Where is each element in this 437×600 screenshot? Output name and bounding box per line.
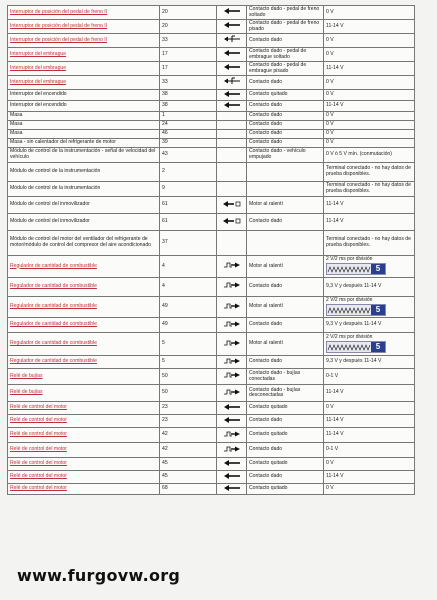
component-link[interactable]: Interruptor del embrague bbox=[8, 62, 160, 76]
component-link[interactable]: Regulador de cantidad de combustible bbox=[8, 333, 160, 356]
pin-number: 24 bbox=[160, 121, 217, 130]
expected-value: 11-14 V bbox=[324, 62, 415, 76]
pin-number: 43 bbox=[160, 148, 217, 163]
test-condition: Contacto dado bbox=[247, 277, 324, 296]
component-link[interactable]: Interruptor de posición del pedal de freno II bbox=[8, 6, 160, 20]
pin-number: 61 bbox=[160, 214, 217, 231]
component-link[interactable]: Relé de control del motor bbox=[8, 484, 160, 495]
table-row bbox=[8, 443, 415, 458]
expected-value: 0 V bbox=[324, 48, 415, 62]
signal-symbol-cell bbox=[217, 148, 247, 163]
signal-symbol-cell bbox=[217, 182, 247, 197]
signal-symbol-cell bbox=[217, 101, 247, 112]
signal-symbol-cell bbox=[217, 214, 247, 231]
expected-value: Terminal conectado - no hay datos de prueba disponibles. bbox=[324, 231, 415, 256]
input-arrow-icon bbox=[224, 50, 240, 56]
table-row bbox=[8, 369, 415, 385]
component-link[interactable]: Regulador de cantidad de combustible bbox=[8, 356, 160, 369]
test-condition: Contacto dado bbox=[247, 415, 324, 428]
expected-value: 11-14 V bbox=[324, 101, 415, 112]
pin-number: 1 bbox=[160, 112, 217, 121]
pulse-output-icon bbox=[224, 430, 240, 438]
expected-value: 11-14 V bbox=[324, 471, 415, 484]
table-row bbox=[8, 182, 415, 197]
expected-value: Terminal conectado - no hay datos de prueba disponibles. bbox=[324, 163, 415, 182]
test-condition: Contacto dado - pedal de freno soltado bbox=[247, 6, 324, 20]
test-condition: Motor al ralentí bbox=[247, 333, 324, 356]
input-arrow-icon bbox=[224, 8, 240, 14]
expected-value: Terminal conectado - no hay datos de prueba disponibles. bbox=[324, 182, 415, 197]
pulse-output-icon bbox=[224, 371, 240, 379]
signal-symbol-cell bbox=[217, 48, 247, 62]
signal-symbol-cell bbox=[217, 90, 247, 101]
table-row bbox=[8, 62, 415, 76]
expected-value: 0 V bbox=[324, 121, 415, 130]
table-row bbox=[8, 34, 415, 48]
expected-value: 0 V bbox=[324, 130, 415, 139]
pin-number: 39 bbox=[160, 139, 217, 148]
input-arrow-icon bbox=[224, 22, 240, 28]
expected-value: 11-14 V bbox=[324, 214, 415, 231]
signal-symbol-cell bbox=[217, 197, 247, 214]
test-condition: Contacto quitado bbox=[247, 458, 324, 471]
test-condition: Contacto quitado bbox=[247, 484, 324, 495]
input-arrow-icon bbox=[224, 91, 240, 97]
pinout-table-body bbox=[8, 6, 415, 495]
test-condition: Contacto dado bbox=[247, 121, 324, 130]
table-row bbox=[8, 101, 415, 112]
table-row bbox=[8, 90, 415, 101]
input-arrow-icon bbox=[224, 485, 240, 491]
table-row bbox=[8, 48, 415, 62]
pulse-output-icon bbox=[224, 357, 240, 365]
table-row bbox=[8, 76, 415, 90]
pin-number: 17 bbox=[160, 48, 217, 62]
test-condition: Contacto quitado bbox=[247, 90, 324, 101]
component-link[interactable]: Regulador de cantidad de combustible bbox=[8, 296, 160, 318]
oscilloscope-waveform[interactable] bbox=[326, 341, 386, 353]
signal-symbol-cell bbox=[217, 256, 247, 278]
signal-symbol-cell bbox=[217, 402, 247, 415]
table-row bbox=[8, 6, 415, 20]
component-name: Módulo de control de la instrumentación bbox=[8, 182, 160, 197]
pin-number: 68 bbox=[160, 484, 217, 495]
component-name: Interruptor del encendido bbox=[8, 101, 160, 112]
pin-number: 37 bbox=[160, 231, 217, 256]
pin-number: 33 bbox=[160, 76, 217, 90]
expected-value: 0-1 V bbox=[324, 443, 415, 458]
pin-number: 4 bbox=[160, 256, 217, 278]
component-link[interactable]: Regulador de cantidad de combustible bbox=[8, 277, 160, 296]
table-row bbox=[8, 20, 415, 34]
expected-value: 9,3 V y después 11-14 V bbox=[324, 277, 415, 296]
test-condition: Contacto dado bbox=[247, 139, 324, 148]
input-arrow-icon bbox=[224, 102, 240, 108]
pin-number: 5 bbox=[160, 356, 217, 369]
test-condition: Motor al ralentí bbox=[247, 197, 324, 214]
test-condition: Contacto quitado bbox=[247, 428, 324, 443]
component-name: Módulo de control del inmovilizador bbox=[8, 197, 160, 214]
signal-symbol-cell bbox=[217, 62, 247, 76]
test-condition: Contacto dado bbox=[247, 356, 324, 369]
component-link[interactable]: Relé de control del motor bbox=[8, 428, 160, 443]
table-row bbox=[8, 121, 415, 130]
test-condition: Contacto dado bbox=[247, 471, 324, 484]
input-arrow-icon bbox=[224, 473, 240, 479]
pin-number: 45 bbox=[160, 471, 217, 484]
component-link[interactable]: Interruptor del embrague bbox=[8, 76, 160, 90]
test-condition: Contacto dado bbox=[247, 214, 324, 231]
component-link[interactable]: Relé de control del motor bbox=[8, 443, 160, 458]
expected-value: 11-14 V bbox=[324, 20, 415, 34]
test-condition bbox=[247, 182, 324, 197]
table-row bbox=[8, 231, 415, 256]
expected-value: 0 V bbox=[324, 139, 415, 148]
test-condition: Contacto dado bbox=[247, 318, 324, 333]
expected-value: 9,3 V y después 11-14 V bbox=[324, 356, 415, 369]
table-row bbox=[8, 484, 415, 495]
test-condition bbox=[247, 231, 324, 256]
test-condition: Contacto dado bbox=[247, 76, 324, 90]
signal-symbol-cell bbox=[217, 277, 247, 296]
component-link[interactable]: Regulador de cantidad de combustible bbox=[8, 318, 160, 333]
table-row bbox=[8, 471, 415, 484]
expected-value: 2 V/2 ms por división bbox=[326, 296, 373, 303]
test-condition: Contacto dado - pedal de embrague soltado bbox=[247, 48, 324, 62]
test-condition: Contacto dado - bujías desconectadas bbox=[247, 385, 324, 402]
table-row bbox=[8, 130, 415, 139]
component-name: Módulo de control de la instrumentación - señal de velocidad del vehículo bbox=[8, 148, 160, 163]
component-link[interactable]: Interruptor de posición del pedal de freno II bbox=[8, 34, 160, 48]
expected-value-cell bbox=[324, 333, 415, 356]
table-row bbox=[8, 333, 415, 356]
test-condition: Motor al ralentí bbox=[247, 296, 324, 318]
component-link[interactable]: Relé de control del motor bbox=[8, 402, 160, 415]
pin-number: 33 bbox=[160, 34, 217, 48]
scope-preset-badge: 5 bbox=[371, 342, 385, 352]
expected-value: 0 V bbox=[324, 90, 415, 101]
waveform-trace bbox=[327, 264, 371, 274]
signal-symbol-cell bbox=[217, 139, 247, 148]
signal-symbol-cell bbox=[217, 231, 247, 256]
pin-number: 42 bbox=[160, 428, 217, 443]
test-condition: Contacto quitado bbox=[247, 402, 324, 415]
expected-value: 0 V bbox=[324, 402, 415, 415]
pin-number: 38 bbox=[160, 90, 217, 101]
scope-preset-badge: 5 bbox=[371, 305, 385, 315]
pin-number: 2 bbox=[160, 163, 217, 182]
pulse-output-icon bbox=[224, 445, 240, 453]
signal-symbol-cell bbox=[217, 484, 247, 495]
signal-symbol-cell bbox=[217, 6, 247, 20]
waveform-trace bbox=[327, 305, 371, 315]
test-condition: Contacto dado - pedal de embrague pisado bbox=[247, 62, 324, 76]
expected-value: 0 V bbox=[324, 458, 415, 471]
pulse-output-icon bbox=[224, 388, 240, 396]
ground-switch-icon bbox=[224, 35, 240, 43]
pinout-sheet bbox=[7, 5, 414, 495]
signal-symbol-cell bbox=[217, 443, 247, 458]
signal-symbol-cell bbox=[217, 163, 247, 182]
table-row bbox=[8, 277, 415, 296]
test-condition: Contacto dado bbox=[247, 112, 324, 121]
expected-value-cell bbox=[324, 256, 415, 278]
pinout-table bbox=[7, 5, 415, 495]
test-condition: Motor al ralentí bbox=[247, 256, 324, 278]
pin-number: 38 bbox=[160, 101, 217, 112]
scope-preset-badge: 5 bbox=[371, 264, 385, 274]
component-link[interactable]: Relé de control del motor bbox=[8, 415, 160, 428]
expected-value: 11-14 V bbox=[324, 428, 415, 443]
pin-number: 42 bbox=[160, 443, 217, 458]
pin-number: 5 bbox=[160, 333, 217, 356]
pulse-output-icon bbox=[224, 261, 240, 269]
component-name: Módulo de control del inmovilizador bbox=[8, 214, 160, 231]
component-link[interactable]: Relé de bujías bbox=[8, 385, 160, 402]
component-link[interactable]: Relé de control del motor bbox=[8, 471, 160, 484]
input-arrow-icon bbox=[224, 404, 240, 410]
table-row bbox=[8, 402, 415, 415]
table-row bbox=[8, 385, 415, 402]
signal-symbol-cell bbox=[217, 471, 247, 484]
pin-number: 23 bbox=[160, 402, 217, 415]
pin-number: 4 bbox=[160, 277, 217, 296]
oscilloscope-waveform[interactable] bbox=[326, 304, 386, 316]
signal-symbol-cell bbox=[217, 415, 247, 428]
expected-value: 0-1 V bbox=[324, 369, 415, 385]
expected-value-cell bbox=[324, 296, 415, 318]
ground-switch-icon bbox=[224, 77, 240, 85]
test-condition: Contacto dado - pedal de freno pisado bbox=[247, 20, 324, 34]
table-row bbox=[8, 112, 415, 121]
table-row bbox=[8, 163, 415, 182]
component-name: Módulo de control de la instrumentación bbox=[8, 163, 160, 182]
expected-value: 2 V/2 ms por división bbox=[326, 256, 373, 262]
table-row bbox=[8, 256, 415, 278]
input-arrow-icon bbox=[224, 64, 240, 70]
pin-number: 23 bbox=[160, 415, 217, 428]
test-condition: Contacto dado - bujías conectadas bbox=[247, 369, 324, 385]
table-row bbox=[8, 197, 415, 214]
signal-symbol-cell bbox=[217, 369, 247, 385]
pin-number: 50 bbox=[160, 385, 217, 402]
component-name: Módulo de control del motor del ventilador del refrigerante de motor/módulo de control del compresor del aire acondicionado bbox=[8, 231, 160, 256]
expected-value: 0 V bbox=[324, 76, 415, 90]
table-row bbox=[8, 318, 415, 333]
pin-number: 45 bbox=[160, 458, 217, 471]
input-arrow-icon bbox=[224, 460, 240, 466]
table-row bbox=[8, 139, 415, 148]
test-condition: Contacto dado bbox=[247, 34, 324, 48]
signal-symbol-cell bbox=[217, 34, 247, 48]
expected-value: 0 V bbox=[324, 112, 415, 121]
expected-value: 2 V/2 ms por división bbox=[326, 333, 373, 340]
signal-symbol-cell bbox=[217, 385, 247, 402]
signal-symbol-cell bbox=[217, 296, 247, 318]
signal-symbol-cell bbox=[217, 318, 247, 333]
component-name: Masa - sin calentador del refrigerante de motor bbox=[8, 139, 160, 148]
pin-number: 17 bbox=[160, 62, 217, 76]
component-link[interactable]: Relé de bujías bbox=[8, 369, 160, 385]
component-link[interactable]: Regulador de cantidad de combustible bbox=[8, 256, 160, 278]
test-condition: Contacto dado bbox=[247, 130, 324, 139]
component-link[interactable]: Interruptor del embrague bbox=[8, 48, 160, 62]
expected-value: 0 V ó 5 V mín. (conmutación) bbox=[324, 148, 415, 163]
test-condition: Contacto dado - vehículo empujado bbox=[247, 148, 324, 163]
signal-symbol-cell bbox=[217, 121, 247, 130]
component-link[interactable]: Interruptor de posición del pedal de freno II bbox=[8, 20, 160, 34]
expected-value: 0 V bbox=[324, 484, 415, 495]
signal-symbol-cell bbox=[217, 458, 247, 471]
test-condition: Contacto dado bbox=[247, 101, 324, 112]
expected-value: 0 V bbox=[324, 6, 415, 20]
expected-value: 9,3 V y después 11-14 V bbox=[324, 318, 415, 333]
table-row bbox=[8, 428, 415, 443]
signal-symbol-cell bbox=[217, 20, 247, 34]
pin-number: 49 bbox=[160, 318, 217, 333]
pin-number: 20 bbox=[160, 20, 217, 34]
oscilloscope-waveform[interactable] bbox=[326, 263, 386, 275]
table-row bbox=[8, 148, 415, 163]
component-name: Masa bbox=[8, 121, 160, 130]
signal-symbol-cell bbox=[217, 130, 247, 139]
pulse-output-icon bbox=[224, 339, 240, 347]
data-input-icon bbox=[223, 201, 241, 207]
table-row bbox=[8, 415, 415, 428]
signal-symbol-cell bbox=[217, 76, 247, 90]
pin-number: 50 bbox=[160, 369, 217, 385]
signal-symbol-cell bbox=[217, 356, 247, 369]
data-input-icon bbox=[223, 218, 241, 224]
component-link[interactable]: Relé de control del motor bbox=[8, 458, 160, 471]
pin-number: 46 bbox=[160, 130, 217, 139]
waveform-trace bbox=[327, 342, 371, 352]
table-row bbox=[8, 214, 415, 231]
test-condition bbox=[247, 163, 324, 182]
signal-symbol-cell bbox=[217, 112, 247, 121]
expected-value: 11-14 V bbox=[324, 197, 415, 214]
pulse-output-icon bbox=[224, 320, 240, 328]
signal-symbol-cell bbox=[217, 333, 247, 356]
component-name: Masa bbox=[8, 130, 160, 139]
pin-number: 49 bbox=[160, 296, 217, 318]
component-name: Masa bbox=[8, 112, 160, 121]
expected-value: 0 V bbox=[324, 34, 415, 48]
pin-number: 61 bbox=[160, 197, 217, 214]
expected-value: 11-14 V bbox=[324, 385, 415, 402]
table-row bbox=[8, 296, 415, 318]
pin-number: 20 bbox=[160, 6, 217, 20]
table-row bbox=[8, 356, 415, 369]
pulse-output-icon bbox=[224, 302, 240, 310]
signal-symbol-cell bbox=[217, 428, 247, 443]
expected-value: 11-14 V bbox=[324, 415, 415, 428]
site-watermark: www.furgovw.org bbox=[17, 566, 181, 585]
table-row bbox=[8, 458, 415, 471]
pulse-output-icon bbox=[224, 281, 240, 289]
input-arrow-icon bbox=[224, 417, 240, 423]
pin-number: 9 bbox=[160, 182, 217, 197]
component-name: Interruptor del encendido bbox=[8, 90, 160, 101]
test-condition: Contacto dado bbox=[247, 443, 324, 458]
